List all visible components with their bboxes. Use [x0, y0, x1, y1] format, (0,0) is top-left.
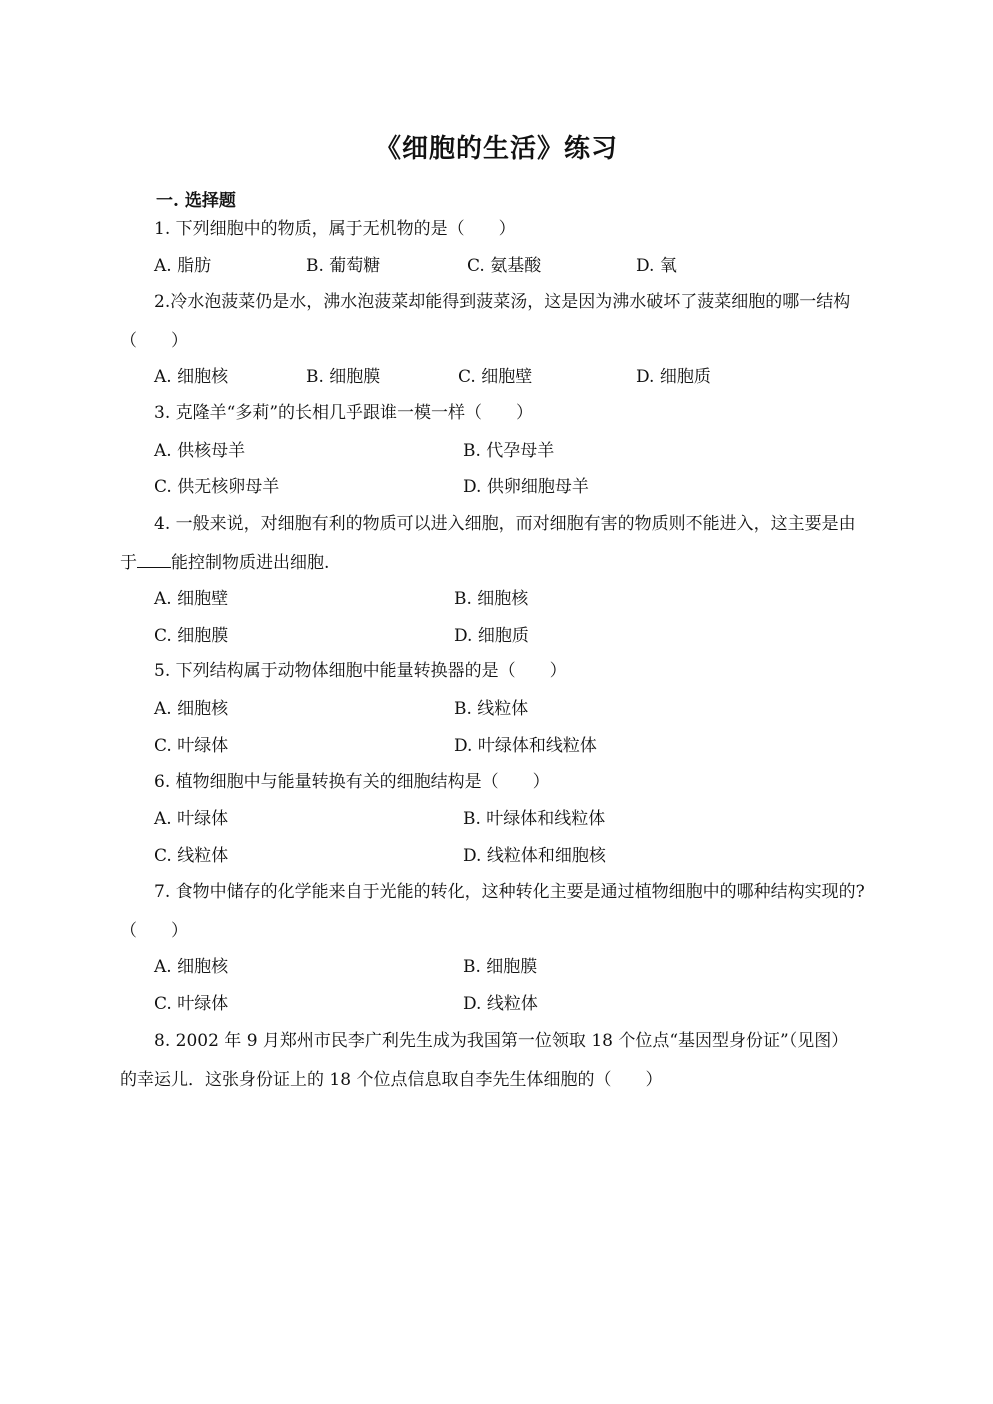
q6-option-b: B. 叶绿体和线粒体: [463, 809, 606, 829]
q7-option-b: B. 细胞膜: [463, 957, 538, 977]
q1-option-c: C. 氨基酸: [467, 256, 542, 276]
question-7-continuation: （ ）: [120, 921, 188, 941]
q4-option-d: D. 细胞质: [454, 626, 529, 646]
page-title: 《细胞的生活》练习: [374, 134, 618, 164]
question-3-stem: 3. 克隆羊“多莉”的长相几乎跟谁一模一样（ ）: [154, 403, 534, 423]
question-4-continuation: [120, 552, 329, 574]
question-7-stem: 7. 食物中储存的化学能来自于光能的转化，这种转化主要是通过植物细胞中的哪种结构实现的?: [154, 882, 865, 902]
question-8-continuation: 的幸运儿．这张身份证上的 18 个位点信息取自李先生体细胞的（ ）: [120, 1070, 663, 1090]
question-4-stem: 4. 一般来说，对细胞有利的物质可以进入细胞，而对细胞有害的物质则不能进入，这主要是由: [154, 514, 856, 534]
q4-option-c: C. 细胞膜: [154, 626, 229, 646]
q2-option-a: A. 细胞核: [154, 367, 229, 387]
q5-option-d: D. 叶绿体和线粒体: [454, 736, 597, 756]
q6-option-c: C. 线粒体: [154, 846, 229, 866]
q2-option-d: D. 细胞质: [636, 367, 711, 387]
q7-option-d: D. 线粒体: [463, 994, 538, 1014]
q2-option-c: C. 细胞壁: [458, 367, 533, 387]
q3-option-d: D. 供卵细胞母羊: [463, 477, 589, 497]
q2-option-b: B. 细胞膜: [306, 367, 381, 387]
question-5-stem: 5. 下列结构属于动物体细胞中能量转换器的是（ ）: [154, 661, 567, 681]
answer-blank[interactable]: [137, 553, 171, 568]
q6-option-d: D. 线粒体和细胞核: [463, 846, 606, 866]
question-6-stem: 6. 植物细胞中与能量转换有关的细胞结构是（ ）: [154, 772, 550, 792]
q1-option-d: D. 氧: [636, 256, 677, 276]
q5-option-c: C. 叶绿体: [154, 736, 229, 756]
q4-option-b: B. 细胞核: [454, 589, 529, 609]
question-8-stem: 8. 2002 年 9 月郑州市民李广利先生成为我国第一位领取 18 个位点“基因型身份证”（见图）: [154, 1031, 849, 1051]
question-2-stem: 2.冷水泡菠菜仍是水，沸水泡菠菜却能得到菠菜汤，这是因为沸水破坏了菠菜细胞的哪一结构: [154, 292, 851, 312]
q3-option-a: A. 供核母羊: [154, 441, 246, 461]
q6-option-a: A. 叶绿体: [154, 809, 229, 829]
q7-option-c: C. 叶绿体: [154, 994, 229, 1014]
q7-option-a: A. 细胞核: [154, 957, 229, 977]
q4-cont-prefix: 于: [120, 553, 137, 573]
q4-cont-suffix: 能控制物质进出细胞.: [171, 553, 330, 573]
q3-option-c: C. 供无核卵母羊: [154, 477, 280, 497]
q4-option-a: A. 细胞壁: [154, 589, 229, 609]
q1-option-a: A. 脂肪: [154, 256, 212, 276]
q3-option-b: B. 代孕母羊: [463, 441, 555, 461]
q1-option-b: B. 葡萄糖: [306, 256, 381, 276]
question-2-continuation: （ ）: [120, 331, 188, 351]
q5-option-a: A. 细胞核: [154, 699, 229, 719]
q5-option-b: B. 线粒体: [454, 699, 529, 719]
question-1-stem: 1. 下列细胞中的物质，属于无机物的是（ ）: [154, 219, 516, 239]
section-heading: 一. 选择题: [156, 191, 236, 211]
